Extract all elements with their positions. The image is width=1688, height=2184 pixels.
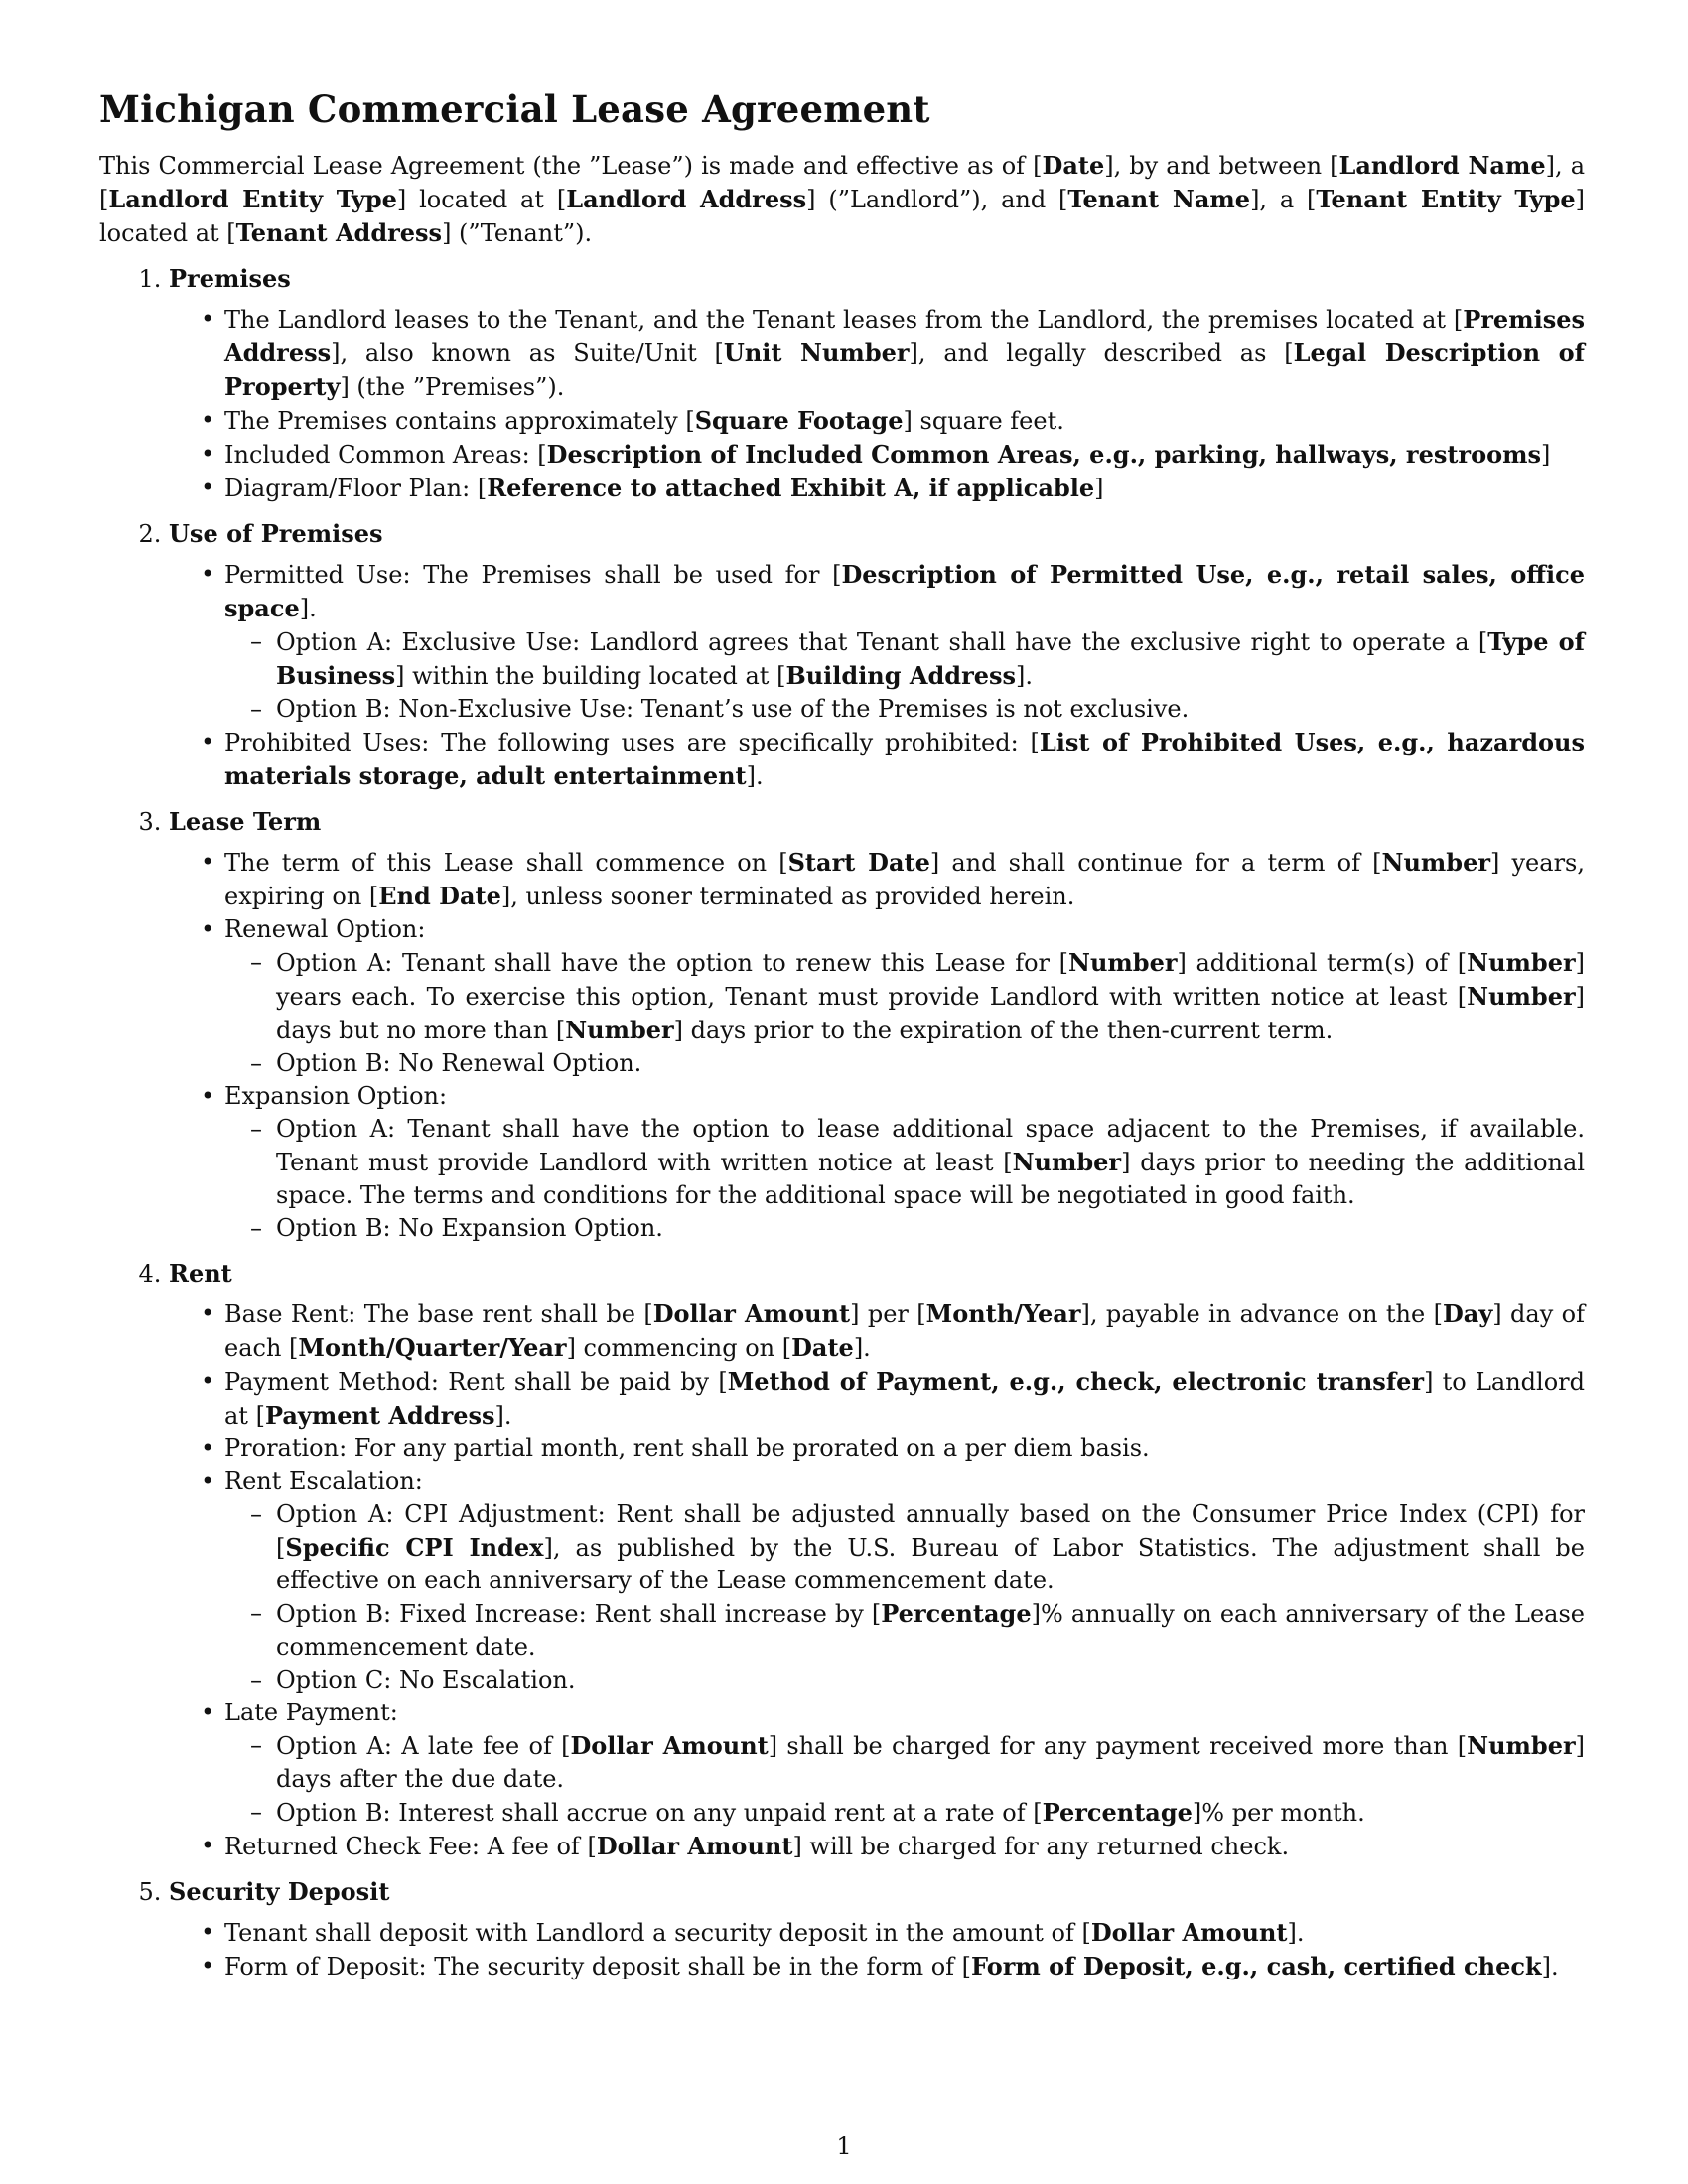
text-run: Proration: For any partial month, rent shall be prorated on a per diem basis.	[224, 1434, 1150, 1462]
text-run: Option A: CPI Adjustment: Rent shall be adjusted annually based on the Consumer Price Index (CPI) for [	[276, 1500, 1585, 1562]
placeholder-field: Month/Quarter/Year	[298, 1333, 567, 1362]
text-run: Rent Escalation:	[224, 1467, 423, 1495]
text-run: Option B: Fixed Increase: Rent shall increase by [	[276, 1600, 882, 1628]
text-run: ].	[1016, 662, 1034, 690]
option-item	[276, 625, 1585, 693]
bullet-list	[169, 1297, 1585, 1863]
option-list	[224, 946, 1585, 1080]
option-item	[276, 693, 1585, 726]
text-run: ] will be charged for any returned check.	[792, 1833, 1290, 1860]
section	[169, 262, 1585, 505]
text-run: ] and shall continue for a term of [	[929, 849, 1382, 877]
text-run: ] located at [	[99, 186, 1586, 247]
bullet-item	[224, 472, 1585, 505]
text-run: ] shall be charged for any payment received more than [	[768, 1732, 1468, 1760]
bullet-item	[224, 1297, 1585, 1365]
text-run: The Landlord leases to the Tenant, and the Tenant leases from the Landlord, the premises located at [	[224, 306, 1464, 334]
placeholder-field: Tenant Name	[1067, 185, 1251, 213]
placeholder-field: Day	[1442, 1299, 1493, 1328]
text-run: ] additional term(s) of [	[1177, 949, 1468, 977]
bullet-list	[169, 846, 1585, 1245]
text-run: ] located at [	[396, 186, 567, 213]
placeholder-field: Unit Number	[723, 339, 910, 367]
bullet-list	[169, 1916, 1585, 1983]
text-run: Returned Check Fee: A fee of [	[224, 1833, 597, 1860]
text-run: ] (the ”Premises”).	[340, 373, 565, 401]
bullet-item	[224, 1916, 1585, 1950]
placeholder-field: Date	[791, 1333, 854, 1362]
text-run: ].	[1287, 1919, 1305, 1947]
text-run: Option B: Interest shall accrue on any unpaid rent at a rate of [	[276, 1799, 1043, 1827]
section-title: Rent	[169, 1259, 232, 1288]
option-item	[276, 946, 1585, 1047]
section-title: Security Deposit	[169, 1877, 390, 1906]
text-run: ], payable in advance on the [	[1080, 1300, 1443, 1328]
text-run: Base Rent: The base rent shall be [	[224, 1300, 653, 1328]
text-run: ].	[494, 1402, 512, 1430]
text-run: Payment Method: Rent shall be paid by [	[224, 1368, 728, 1396]
placeholder-field: Number	[1068, 948, 1178, 977]
text-run: ]% annually on each anniversary of the Lease commencement date.	[276, 1600, 1585, 1661]
text-run: ] years, expiring on [	[224, 849, 1585, 910]
option-item	[276, 1597, 1585, 1664]
placeholder-field: Specific CPI Index	[285, 1533, 544, 1562]
option-item	[276, 1796, 1585, 1830]
bullet-item	[224, 913, 1585, 1080]
text-run: ].	[746, 762, 764, 790]
section-title: Premises	[169, 264, 291, 293]
placeholder-field: List of Prohibited Uses, e.g., hazardous materials storage, adult entertainment	[224, 728, 1585, 790]
text-run: ] square feet.	[903, 407, 1064, 435]
text-run: ].	[299, 595, 317, 622]
bullet-item	[224, 303, 1585, 404]
section	[169, 1875, 1585, 1983]
placeholder-field: Payment Address	[264, 1401, 495, 1430]
bullet-item	[224, 846, 1585, 913]
text-run: Option A: Tenant shall have the option to lease additional space adjacent to the Premises, if available. Tenant must provide Landlord with written notice at least [	[276, 1115, 1585, 1176]
text-run: ] commencing on [	[566, 1334, 792, 1362]
placeholder-field: Number	[1467, 1731, 1576, 1760]
text-run: ].	[1541, 1953, 1559, 1980]
bullet-item	[224, 1433, 1585, 1465]
bullet-item	[224, 1365, 1585, 1433]
document-title: Michigan Commercial Lease Agreement	[99, 87, 930, 131]
text-run: Tenant shall deposit with Landlord a security deposit in the amount of [	[224, 1919, 1091, 1947]
placeholder-field: Description of Permitted Use, e.g., retail sales, office space	[224, 560, 1585, 622]
text-run: Option B: No Expansion Option.	[276, 1214, 663, 1242]
bullet-item	[224, 1465, 1585, 1697]
placeholder-field: Legal Description of Property	[224, 339, 1585, 401]
placeholder-field: Dollar Amount	[596, 1832, 793, 1860]
section-list	[99, 262, 1585, 1983]
placeholder-field: Building Address	[785, 661, 1017, 690]
text-run: ] per [	[850, 1300, 926, 1328]
placeholder-field: Reference to attached Exhibit A, if applicable	[487, 474, 1095, 502]
text-run: ], as published by the U.S. Bureau of Labor Statistics. The adjustment shall be effective on each anniversary of the Lease commencement date.	[276, 1534, 1585, 1594]
text-run: Permitted Use: The Premises shall be used for [	[224, 561, 842, 589]
text-run: ], a [	[99, 152, 1586, 213]
placeholder-field: Tenant Address	[235, 218, 443, 247]
option-item	[276, 1113, 1585, 1212]
placeholder-field: Month/Year	[925, 1299, 1081, 1328]
text-run: The term of this Lease shall commence on [	[224, 849, 788, 877]
placeholder-field: Number	[1467, 948, 1576, 977]
page-number: 1	[836, 2132, 852, 2160]
placeholder-field: Landlord Address	[566, 185, 807, 213]
section-title: Lease Term	[169, 807, 322, 836]
text-run: ] within the building located at [	[395, 662, 786, 690]
option-item	[276, 1212, 1585, 1245]
section-title: Use of Premises	[169, 519, 383, 548]
placeholder-field: Form of Deposit, e.g., cash, certified check	[971, 1952, 1542, 1980]
text-run: Option C: No Escalation.	[276, 1666, 576, 1694]
text-run: ] days prior to needing the additional space. The terms and conditions for the additional space will be negotiated in good faith.	[276, 1149, 1585, 1209]
option-list	[224, 625, 1585, 726]
option-list	[224, 1498, 1585, 1697]
text-run: Option B: No Renewal Option.	[276, 1049, 642, 1077]
placeholder-field: Percentage	[881, 1599, 1032, 1628]
intro-paragraph	[99, 149, 1585, 250]
text-run: ]	[1541, 441, 1551, 469]
placeholder-field: Number	[1381, 848, 1490, 877]
text-run: ] days prior to the expiration of the then-current term.	[673, 1017, 1334, 1044]
placeholder-field: Percentage	[1042, 1798, 1193, 1827]
text-run: Option A: Tenant shall have the option to renew this Lease for [	[276, 949, 1069, 977]
text-run: ] years each. To exercise this option, Tenant must provide Landlord with written notice at least [	[276, 949, 1585, 1011]
placeholder-field: Number	[1467, 982, 1576, 1011]
option-list	[224, 1113, 1585, 1245]
section	[169, 1257, 1585, 1863]
text-run: The Premises contains approximately [	[224, 407, 695, 435]
placeholder-field: Date	[1042, 151, 1105, 180]
text-run: Option A: Exclusive Use: Landlord agrees that Tenant shall have the exclusive right to operate a [	[276, 628, 1488, 656]
text-run: Option B: Non-Exclusive Use: Tenant’s use of the Premises is not exclusive.	[276, 695, 1190, 723]
text-run: Option A: A late fee of [	[276, 1732, 571, 1760]
text-run: Diagram/Floor Plan: [	[224, 475, 488, 502]
text-run: Renewal Option:	[224, 915, 426, 943]
bullet-item	[224, 726, 1585, 793]
text-run: Expansion Option:	[224, 1082, 448, 1110]
placeholder-field: Description of Included Common Areas, e.g., parking, hallways, restrooms	[546, 440, 1541, 469]
placeholder-field: Method of Payment, e.g., check, electronic transfer	[727, 1367, 1425, 1396]
placeholder-field: Number	[1012, 1148, 1122, 1176]
placeholder-field: End Date	[378, 882, 501, 910]
text-run: ], a [	[1250, 186, 1317, 213]
text-run: Late Payment:	[224, 1699, 398, 1726]
text-run: Prohibited Uses: The following uses are specifically prohibited: [	[224, 729, 1040, 756]
bullet-item	[224, 558, 1585, 726]
placeholder-field: Landlord Entity Type	[108, 185, 397, 213]
text-run: ].	[853, 1334, 871, 1362]
text-run: ]% per month.	[1192, 1799, 1365, 1827]
option-item	[276, 1664, 1585, 1697]
text-run: ] to Landlord at [	[224, 1368, 1585, 1430]
bullet-item	[224, 1830, 1585, 1863]
text-run: ] (”Landlord”), and [	[806, 186, 1068, 213]
section	[169, 517, 1585, 793]
placeholder-field: Type of Business	[276, 627, 1586, 690]
option-item	[276, 1729, 1585, 1796]
text-run: Form of Deposit: The security deposit shall be in the form of [	[224, 1953, 972, 1980]
text-run: ], unless sooner terminated as provided herein.	[500, 883, 1075, 910]
option-list	[224, 1729, 1585, 1830]
placeholder-field: Dollar Amount	[1090, 1918, 1288, 1947]
text-run: ] day of each [	[224, 1300, 1585, 1362]
text-run: ], also known as Suite/Unit [	[331, 340, 724, 367]
text-run: ]	[1094, 475, 1104, 502]
bullet-item	[224, 1080, 1585, 1245]
placeholder-field: Tenant Entity Type	[1316, 185, 1576, 213]
placeholder-field: Number	[565, 1016, 674, 1044]
bullet-list	[169, 558, 1585, 793]
placeholder-field: Premises Address	[224, 305, 1585, 367]
section	[169, 805, 1585, 1245]
bullet-item	[224, 438, 1585, 472]
text-run: ], by and between [	[1104, 152, 1339, 180]
text-run: This Commercial Lease Agreement (the ”Lease”) is made and effective as of [	[99, 152, 1043, 180]
placeholder-field: Dollar Amount	[570, 1731, 769, 1760]
bullet-item	[224, 1950, 1585, 1983]
placeholder-field: Landlord Name	[1338, 151, 1546, 180]
text-run: ] days but no more than [	[276, 983, 1585, 1044]
text-run: ], and legally described as [	[909, 340, 1294, 367]
text-run: ] days after the due date.	[276, 1732, 1585, 1793]
placeholder-field: Square Footage	[694, 406, 904, 435]
bullet-item	[224, 1697, 1585, 1830]
text-run: Included Common Areas: [	[224, 441, 547, 469]
option-item	[276, 1498, 1585, 1597]
option-item	[276, 1047, 1585, 1080]
placeholder-field: Dollar Amount	[652, 1299, 851, 1328]
bullet-item	[224, 404, 1585, 438]
text-run: ] (”Tenant”).	[442, 219, 593, 247]
bullet-list	[169, 303, 1585, 505]
placeholder-field: Start Date	[787, 848, 930, 877]
